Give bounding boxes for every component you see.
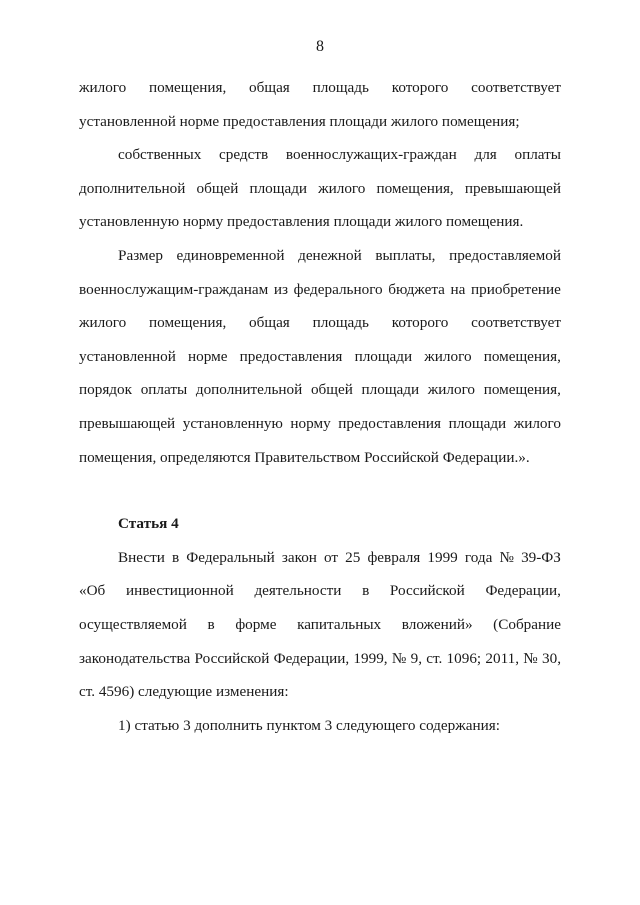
- paragraph: [79, 245, 561, 480]
- paragraph: [79, 547, 561, 715]
- word: февраля: [367, 548, 421, 566]
- word: федерального: [293, 280, 383, 298]
- word: инвестиционной: [125, 582, 234, 600]
- word: года: [464, 548, 493, 566]
- word: Федерации,: [273, 649, 350, 667]
- word: Российской: [389, 582, 465, 600]
- word: площади: [354, 347, 413, 365]
- word: единовременной: [176, 246, 285, 264]
- word: площади: [448, 414, 507, 432]
- word: №: [391, 649, 407, 667]
- word: 39-ФЗ: [521, 548, 561, 566]
- text-line: установленной норме предоставления площади жилого помещения;: [79, 112, 520, 130]
- word: собственных: [118, 146, 202, 164]
- word: деятельности: [254, 582, 342, 600]
- word: жилого: [424, 347, 472, 365]
- word: предоставляемой: [449, 246, 561, 264]
- text-line: [79, 547, 561, 581]
- word: норму: [290, 414, 331, 432]
- word: общая: [249, 314, 290, 332]
- text-line: 1) статью 3 дополнить пунктом 3 следующего содержания:: [118, 716, 500, 734]
- text-line: установленную норму предоставления площади жилого помещения.: [79, 213, 524, 231]
- word: капитальных: [297, 615, 382, 633]
- paragraph: [79, 77, 561, 144]
- text-line: [79, 312, 561, 346]
- word: закон: [281, 548, 317, 566]
- word: Внести: [118, 548, 165, 566]
- word: общей: [310, 381, 353, 399]
- word: (Собрание: [493, 615, 561, 633]
- word: дополнительной: [79, 179, 186, 197]
- text-line: [79, 379, 561, 413]
- word: площади: [361, 381, 420, 399]
- word: жилого: [79, 79, 127, 96]
- word: для: [474, 146, 497, 164]
- word: оплаты: [514, 146, 561, 164]
- text-line: [79, 245, 561, 279]
- word: на: [450, 280, 466, 298]
- word: №: [499, 548, 514, 566]
- word: установленную: [182, 414, 283, 432]
- page-number: 8: [316, 38, 324, 55]
- word: бюджета: [388, 280, 445, 298]
- text-line: ст. 4596) следующие изменения:: [79, 683, 289, 701]
- word: 25: [345, 548, 361, 566]
- word: вложений»: [401, 615, 473, 633]
- word: Российской: [194, 649, 270, 667]
- article-heading: Статья 4: [118, 515, 179, 533]
- word: 9,: [410, 649, 422, 667]
- word: выплаты,: [375, 246, 436, 264]
- word: площадь: [312, 79, 369, 96]
- word: ст.: [426, 649, 443, 667]
- word: в: [207, 615, 215, 633]
- word: жилого: [427, 381, 476, 399]
- word: превышающей: [464, 179, 561, 197]
- word: соответствует: [471, 314, 561, 332]
- word: приобретение: [471, 280, 561, 298]
- word: превышающей: [79, 414, 176, 432]
- word: от: [324, 548, 339, 566]
- text-line: [79, 279, 561, 313]
- spacer: [79, 480, 561, 513]
- word: площадь: [312, 314, 369, 332]
- text-line: [79, 413, 561, 447]
- word: №: [523, 649, 538, 667]
- word: Федерации,: [485, 582, 561, 600]
- word: помещения,: [149, 314, 227, 332]
- word: жилого: [79, 314, 127, 332]
- word: осуществляемой: [79, 615, 187, 633]
- word: военнослужащим-гражданам: [79, 280, 269, 298]
- word: помещения,: [149, 79, 227, 96]
- word: законодательства: [79, 649, 191, 667]
- text-line: [79, 144, 561, 178]
- word: которого: [391, 79, 449, 96]
- word: средств: [219, 146, 269, 164]
- word: в: [172, 548, 180, 566]
- word: площади: [249, 179, 308, 197]
- word: установленной: [79, 347, 176, 365]
- word: общая: [249, 79, 290, 96]
- word: «Об: [79, 582, 106, 600]
- word: порядок: [79, 381, 133, 399]
- word: оплаты: [140, 381, 188, 399]
- document-body: [79, 77, 561, 748]
- word: предоставления: [239, 347, 343, 365]
- text-line: [79, 178, 561, 212]
- paragraph: [79, 144, 561, 245]
- word: 1096;: [446, 649, 482, 667]
- text-line: [79, 346, 561, 380]
- text-line: помещения, определяются Правительством Российской Федерации.».: [79, 448, 530, 466]
- word: которого: [391, 314, 449, 332]
- word: 30,: [542, 649, 561, 667]
- word: дополнительной: [195, 381, 303, 399]
- word: помещения,: [483, 347, 561, 365]
- word: Размер: [118, 246, 163, 264]
- word: 2011,: [485, 649, 519, 667]
- word: соответствует: [471, 79, 561, 96]
- word: из: [273, 280, 289, 298]
- word: Федеральный: [186, 548, 275, 566]
- text-line: [79, 614, 561, 648]
- word: общей: [196, 179, 239, 197]
- word: денежной: [298, 246, 362, 264]
- word: помещения,: [376, 179, 454, 197]
- word: жилого: [318, 179, 366, 197]
- paragraph: [79, 715, 561, 749]
- word: военнослужащих-граждан: [285, 146, 457, 164]
- word: помещения,: [483, 381, 561, 399]
- word: предоставления: [338, 414, 442, 432]
- word: норме: [188, 347, 228, 365]
- word: жилого: [513, 414, 561, 432]
- text-line: [79, 580, 561, 614]
- text-line: [79, 77, 561, 111]
- word: 1999,: [353, 649, 388, 667]
- word: 1999: [427, 548, 458, 566]
- word: в: [362, 582, 370, 600]
- text-line: [79, 648, 561, 682]
- word: форме: [235, 615, 277, 633]
